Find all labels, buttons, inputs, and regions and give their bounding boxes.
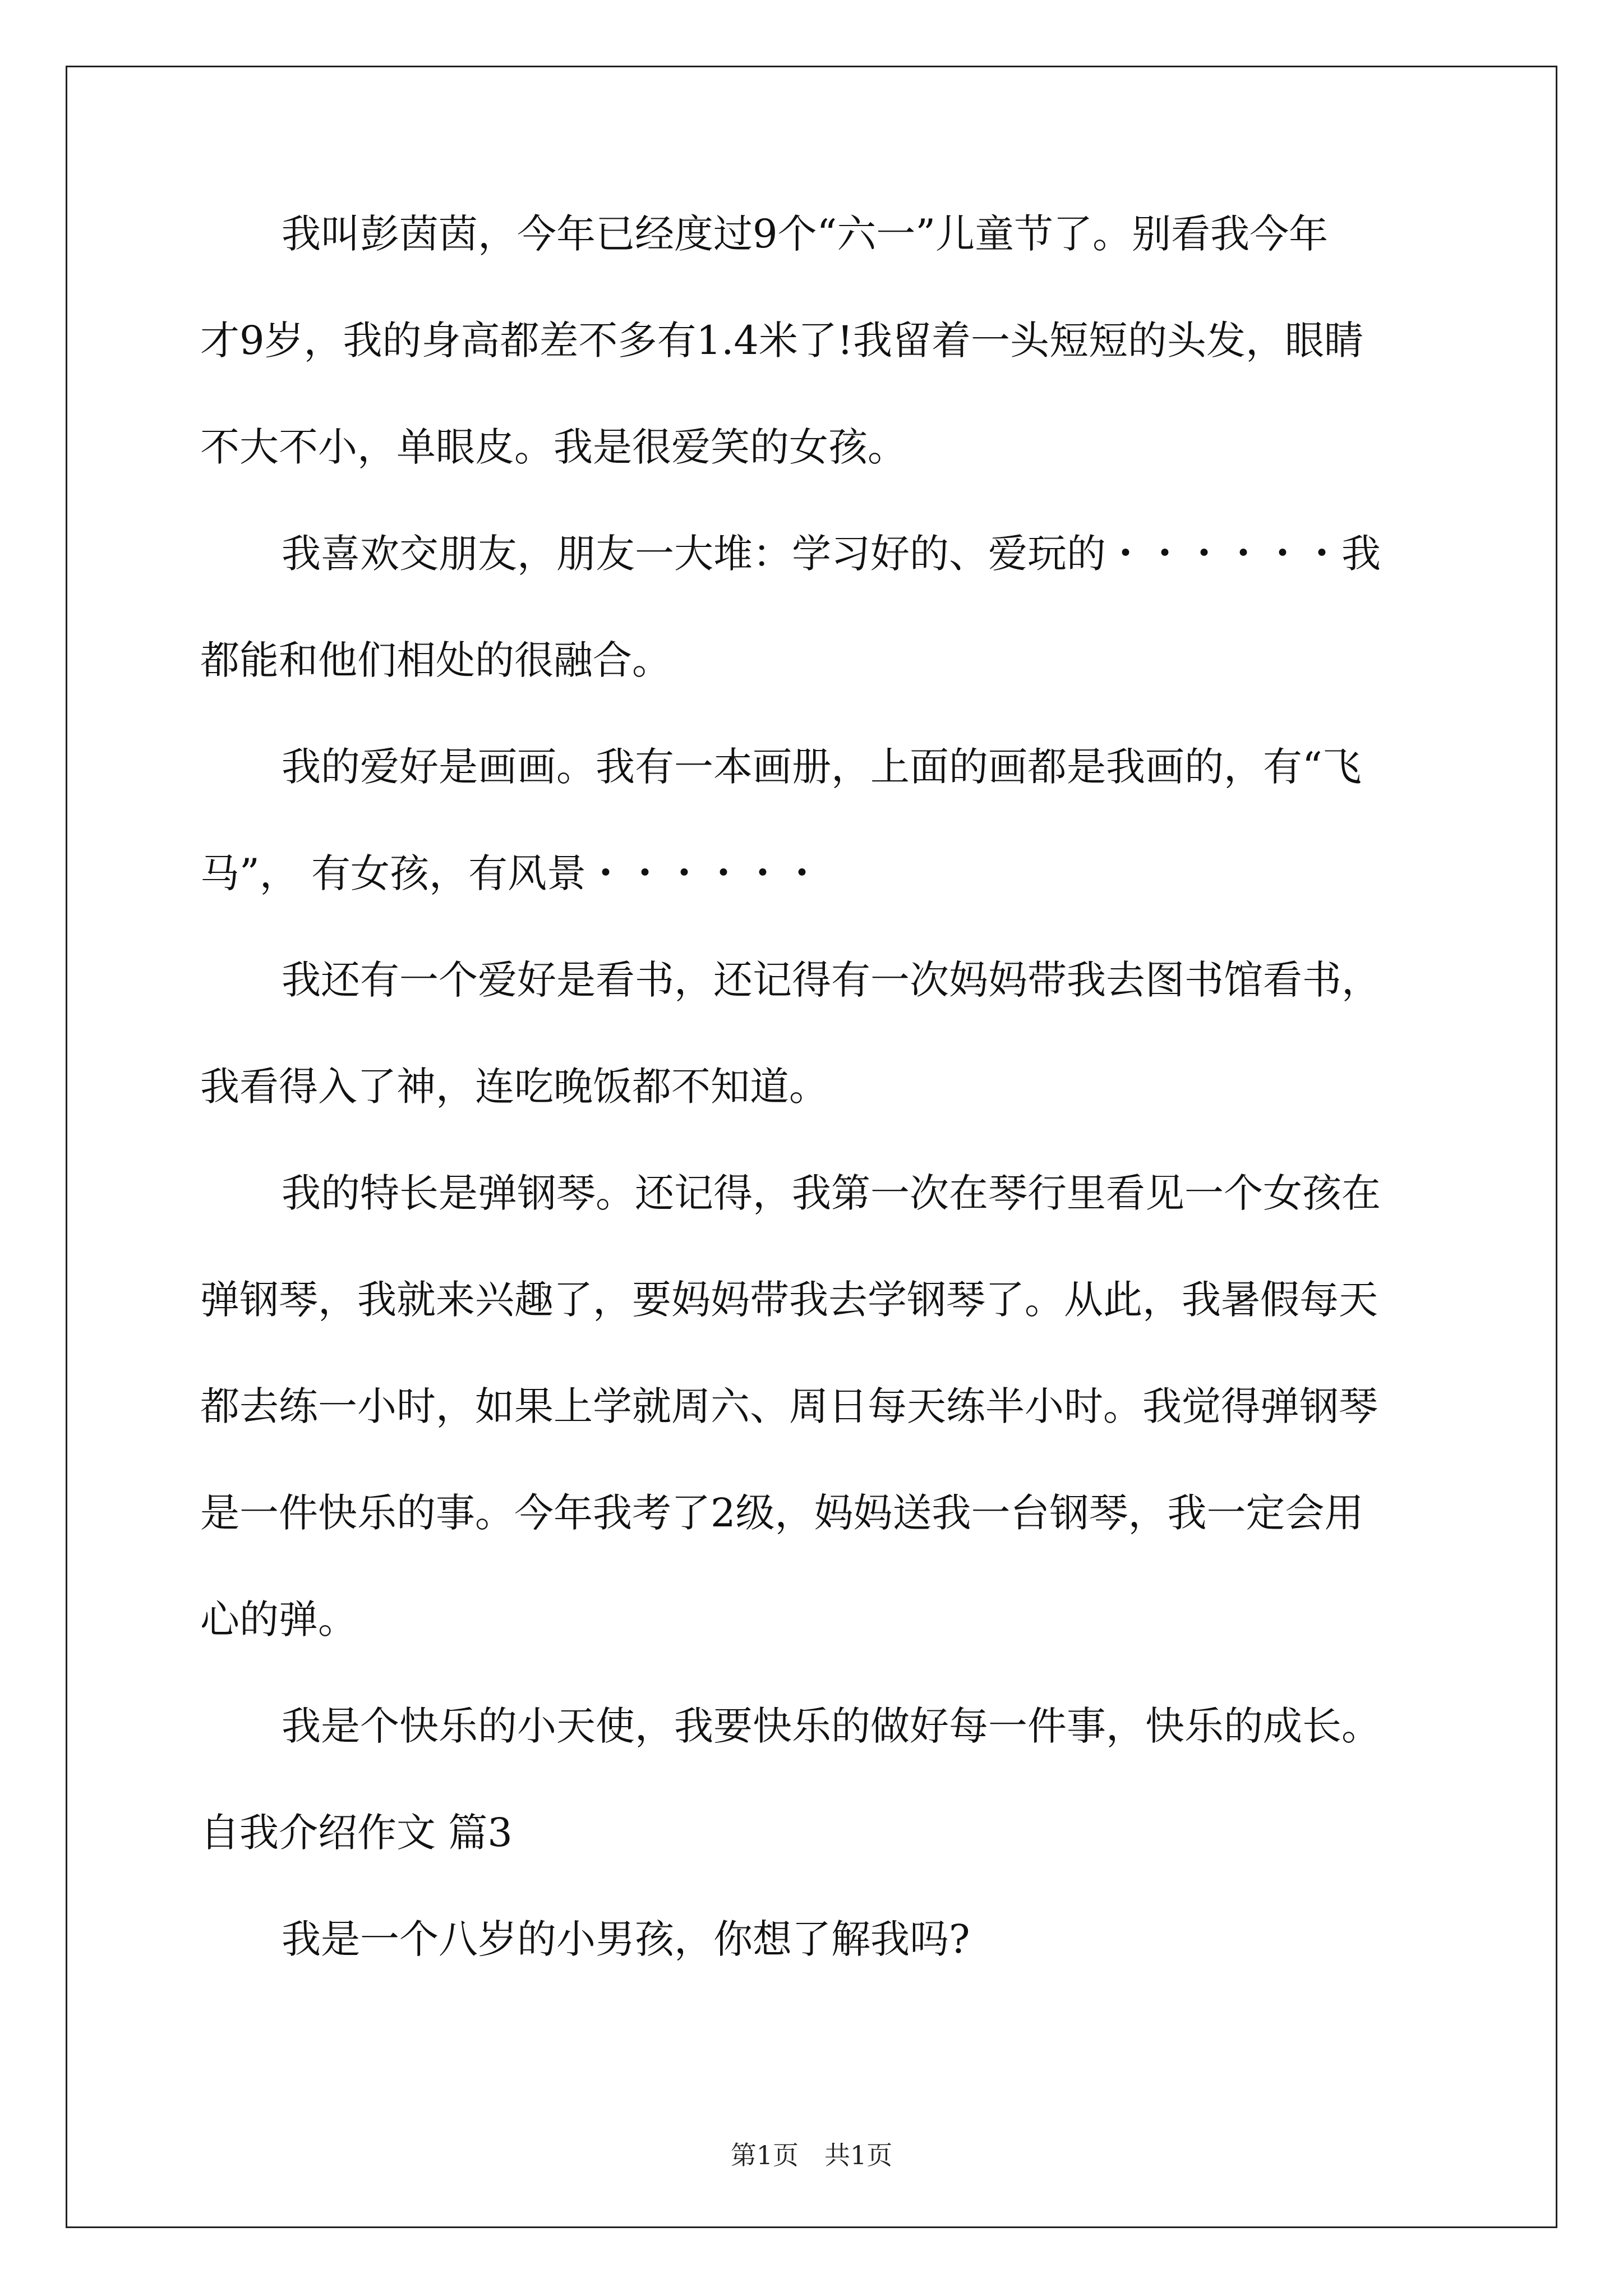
text-line: 我还有一个爱好是看书，还记得有一次妈妈带我去图书馆看书， (282, 957, 1381, 1003)
text-line: 我叫彭茵茵，今年已经度过9个“六一”儿童节了。别看我今年 (282, 211, 1329, 257)
page-footer: 第1页 共1页 (730, 2140, 893, 2170)
text-line: 我是个快乐的小天使，我要快乐的做好每一件事，快乐的成长。 (282, 1703, 1381, 1749)
text-line: 我的特长是弹钢琴。还记得，我第一次在琴行里看见一个女孩在 (282, 1170, 1381, 1216)
text-line: 心的弹。 (200, 1596, 357, 1642)
text-line: 马”， 有女孩，有风景・・・・・・ (200, 850, 822, 896)
text-line: 我看得入了神，连吃晚饭都不知道。 (200, 1064, 828, 1110)
text-line: 都去练一小时，如果上学就周六、周日每天练半小时。我觉得弹钢琴 (200, 1383, 1378, 1429)
page-border (66, 66, 1557, 2228)
text-line: 我的爱好是画画。我有一本画册，上面的画都是我画的，有“飞 (282, 744, 1362, 790)
text-line: 我喜欢交朋友，朋友一大堆：学习好的、爱玩的・・・・・・我 (282, 531, 1381, 577)
text-line: 是一件快乐的事。今年我考了2级，妈妈送我一台钢琴，我一定会用 (200, 1490, 1364, 1536)
text-line: 都能和他们相处的很融合。 (200, 637, 671, 683)
section-heading: 自我介绍作文 篇3 (200, 1810, 513, 1856)
text-line: 不大不小，单眼皮。我是很爱笑的女孩。 (200, 424, 907, 470)
text-line: 才9岁，我的身高都差不多有1.4米了!我留着一头短短的头发，眼睛 (200, 318, 1363, 364)
text-line: 我是一个八岁的小男孩，你想了解我吗? (282, 1916, 970, 1962)
text-line: 弹钢琴，我就来兴趣了，要妈妈带我去学钢琴了。从此，我暑假每天 (200, 1277, 1378, 1323)
